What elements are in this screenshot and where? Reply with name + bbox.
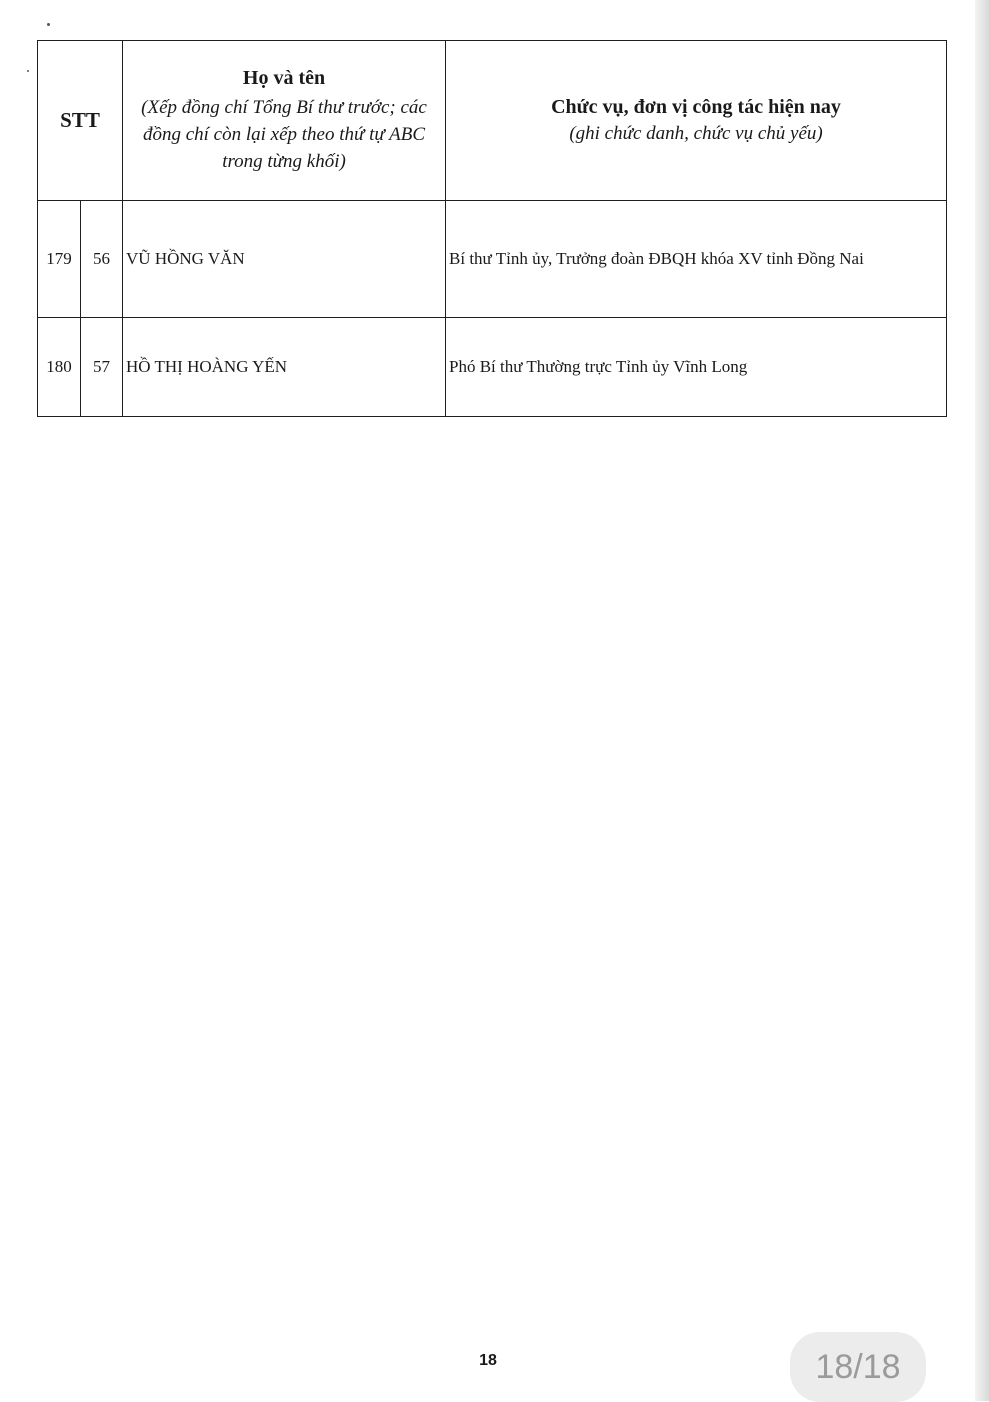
- page-counter-badge: 18/18: [790, 1332, 926, 1402]
- stt-header-label: STT: [60, 108, 100, 132]
- page-edge-shadow: [975, 0, 989, 1401]
- position-cell: Phó Bí thư Thường trực Tỉnh ủy Vĩnh Long: [446, 318, 947, 417]
- scan-speck: [27, 70, 29, 72]
- position-header-title: Chức vụ, đơn vị công tác hiện nay: [551, 96, 841, 118]
- stt-cell: 180: [38, 318, 81, 417]
- name-header-title: Họ và tên: [242, 66, 326, 89]
- officials-table: [37, 40, 947, 417]
- position-cell: Bí thư Tỉnh ủy, Trưởng đoàn ĐBQH khóa XV tỉnh Đồng Nai: [446, 201, 947, 318]
- sub-stt-cell: 57: [81, 318, 123, 417]
- table-row: [38, 318, 947, 417]
- table-row: [38, 201, 947, 318]
- position-header: [446, 41, 947, 201]
- page-number: 18: [479, 1352, 497, 1369]
- position-header-note: (ghi chức danh, chức vụ chủ yếu): [569, 123, 823, 144]
- stt-header: [38, 41, 123, 201]
- name-header-note: (Xếp đồng chí Tổng Bí thư trước; các đồng chí còn lại xếp theo thứ tự ABC trong từng khối): [141, 96, 427, 172]
- scan-speck: [47, 23, 50, 26]
- name-header: [123, 41, 446, 201]
- table-header-row: [38, 41, 947, 201]
- sub-stt-cell: 56: [81, 201, 123, 318]
- name-cell: HỒ THỊ HOÀNG YẾN: [123, 318, 446, 417]
- stt-cell: 179: [38, 201, 81, 318]
- name-cell: VŨ HỒNG VĂN: [123, 201, 446, 318]
